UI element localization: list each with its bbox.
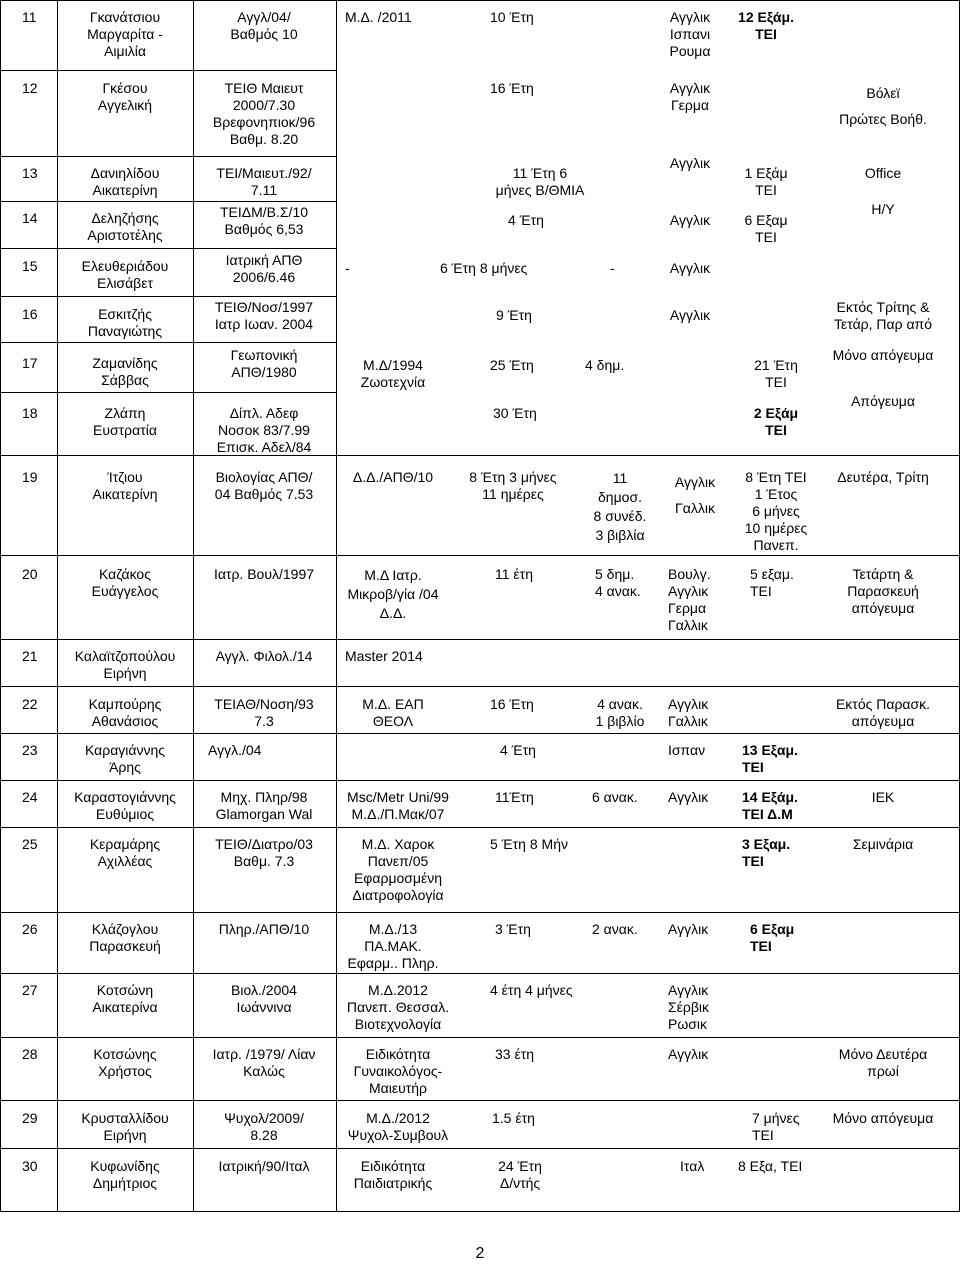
degree-cell: ΤΕΙΔΜ/Β.Σ/10 Βαθμός 6,53 — [219, 204, 309, 237]
languages-cell: Αγγλικ Γαλλικ — [668, 696, 709, 729]
degree-cell: Ιατρ. /1979/ Λίαν Καλώς — [212, 1046, 316, 1079]
postgrad-cell: Μ.Δ/1994 Ζωοτεχνία — [360, 357, 426, 390]
row-number: 17 — [22, 355, 38, 371]
languages-cell: Αγγλικ Ισπανι Ρουμα — [669, 9, 711, 59]
experience-cell: 11Έτη — [495, 789, 534, 805]
experience-cell: 11 έτη — [495, 566, 533, 582]
languages-cell: Αγγλικ — [669, 212, 711, 228]
row-number: 13 — [22, 165, 38, 181]
row-divider — [0, 1100, 960, 1101]
languages-cell: Αγγλικ Γερμα — [669, 80, 711, 113]
table-border — [0, 0, 1, 1212]
row-number: 20 — [22, 566, 38, 582]
staff-name: Κεραμάρης Αχιλλέας — [89, 836, 161, 869]
languages-cell: Αγγλικ — [668, 921, 709, 937]
availability-cell: Εκτός Τρίτης & Τετάρ, Παρ από — [833, 299, 933, 332]
page-number: 2 — [475, 1245, 485, 1262]
extra-cell: 4 ανακ. 1 βιβλίο — [595, 696, 645, 729]
staff-name: Δεληζήσης Αριστοτέλης — [87, 210, 163, 243]
languages-cell: Αγγλικ — [668, 1046, 709, 1062]
computer-cell: 7 μήνες ΤΕΙ — [752, 1110, 800, 1143]
staff-name: Καζάκος Ευάγγελος — [91, 566, 159, 599]
degree-cell: Γεωπονική ΑΠΘ/1980 — [230, 347, 298, 380]
postgrad-cell: Μ.Δ Ιατρ. Μικροβ/γία /04 Δ.Δ. — [347, 567, 439, 621]
row-divider — [0, 973, 960, 974]
availability-cell: Η/Υ — [871, 201, 895, 217]
experience-cell: 5 Έτη 8 Μήν — [490, 836, 568, 852]
row-number: 27 — [22, 982, 38, 998]
row-divider — [0, 156, 336, 157]
row-number: 22 — [22, 696, 38, 712]
postgrad-cell: Ειδικότητα Γυναικολόγος- Μαιευτήρ — [353, 1046, 443, 1096]
languages-cell: Αγγλικ — [669, 155, 711, 171]
postgrad-cell: Μ.Δ./2012 Ψυχολ-Συμβουλ — [347, 1110, 449, 1143]
degree-cell: ΤΕΙΘ/Διατρο/03 Βαθμ. 7.3 — [215, 836, 313, 869]
degree-cell: Μηχ. Πληρ/98 Glamorgan Wal — [215, 789, 313, 822]
table-border — [0, 0, 960, 1]
languages-cell: Αγγλικ — [669, 307, 711, 323]
degree-cell: ΤΕΙΘ Μαιευτ 2000/7.30 Βρεφονηπιοκ/96 Βαθμ. 8.20 — [212, 80, 316, 147]
row-divider — [0, 201, 336, 202]
degree-cell: Πληρ./ΑΠΘ/10 — [218, 921, 310, 937]
availability-cell: ΙΕΚ — [871, 789, 895, 805]
degree-cell: Ιατρική ΑΠΘ 2006/6.46 — [225, 252, 303, 285]
row-divider — [0, 686, 960, 687]
experience-cell: 33 έτη — [495, 1046, 535, 1062]
extra-cell: 2 ανακ. — [592, 921, 638, 937]
staff-name: Καμπούρης Αθανάσιος — [88, 696, 162, 729]
row-divider — [0, 1037, 960, 1038]
computer-cell: 6 Εξαμ ΤΕΙ — [750, 921, 795, 954]
degree-cell: Αγγλ/04/ Βαθμός 10 — [230, 9, 298, 42]
staff-name: Κρυσταλλίδου Ειρήνη — [81, 1110, 169, 1143]
row-divider — [0, 296, 336, 297]
row-divider — [0, 780, 960, 781]
degree-cell: ΤΕΙ/Μαιευτ./92/ 7.11 — [216, 165, 312, 198]
row-divider — [0, 827, 960, 828]
staff-name: Εσκιτζής Παναγιώτης — [87, 306, 163, 339]
availability-cell: Δευτέρα, Τρίτη — [837, 469, 929, 485]
row-number: 21 — [22, 648, 38, 664]
computer-cell: 21 Έτη ΤΕΙ — [754, 357, 798, 390]
computer-cell: 1 Εξάμ ΤΕΙ — [744, 165, 788, 198]
postgrad-cell: Μ.Δ. Χαροκ Πανεπ/05 Εφαρμοσμένη Διατροφολογία — [352, 836, 444, 903]
staff-name: Κοτσώνη Αικατερίνα — [92, 982, 158, 1015]
staff-name: Γκανάτσιου Μαργαρίτα - Αιμιλία — [87, 9, 163, 59]
postgrad-cell: Δ.Δ./ΑΠΘ/10 — [352, 469, 434, 485]
postgrad-cell: Ειδικότητα Παιδιατρικής — [353, 1158, 433, 1191]
languages-cell: Ιταλ — [680, 1158, 705, 1174]
row-number: 25 — [22, 836, 38, 852]
degree-cell: ΤΕΙΑΘ/Νοση/93 7.3 — [214, 696, 314, 729]
availability-cell: Βόλεϊ Πρώτες Βοήθ. — [839, 85, 927, 127]
degree-cell: Δίπλ. Αδεφ Νοσοκ 83/7.99 Επισκ. Αδελ/84 — [216, 405, 312, 455]
computer-cell: 14 Εξάμ. ΤΕΙ Δ.Μ — [742, 789, 798, 822]
staff-name: Γκέσου Αγγελική — [97, 80, 153, 113]
row-number: 23 — [22, 742, 38, 758]
extra-cell: 4 δημ. — [585, 357, 625, 373]
experience-cell: 1.5 έτη — [492, 1110, 535, 1126]
experience-cell: 3 Έτη — [495, 921, 531, 937]
experience-cell: 8 Έτη 3 μήνες 11 ημέρες — [469, 469, 557, 502]
row-number: 16 — [22, 306, 38, 322]
postgrad-cell: Μ.Δ./13 ΠΑ.ΜΑΚ. Εφαρμ.. Πληρ. — [347, 921, 439, 971]
row-number: 30 — [22, 1158, 38, 1174]
degree-cell: Ψυχολ/2009/ 8.28 — [224, 1110, 304, 1143]
computer-cell: 13 Εξαμ. ΤΕΙ — [742, 742, 798, 775]
row-number: 12 — [22, 80, 38, 96]
staff-name: Κλάζογλου Παρασκευή — [89, 921, 161, 954]
availability-cell: Τετάρτη & Παρασκευή απόγευμα — [847, 566, 919, 616]
languages-cell: Αγγλικ Σέρβικ Ρωσικ — [668, 982, 710, 1032]
extra-cell: 11 δημοσ. 8 συνέδ. 3 βιβλία — [593, 470, 647, 543]
computer-cell: 12 Εξάμ. ΤΕΙ — [738, 9, 794, 42]
postgrad-cell: Msc/Metr Uni/99 Μ.Δ./Π.Μακ/07 — [347, 789, 449, 822]
computer-cell: 8 Έτη ΤΕΙ 1 Έτος 6 μήνες 10 ημέρες Πανεπ. — [744, 469, 808, 553]
languages-cell: Αγγλικ — [668, 789, 709, 805]
languages-cell: Αγγλικ — [669, 260, 711, 276]
degree-cell: Ιατρ. Βουλ/1997 — [213, 566, 315, 582]
extra-cell: 6 ανακ. — [592, 789, 638, 805]
experience-cell: 16 Έτη — [490, 696, 534, 712]
languages-cell: Βουλγ. Αγγλικ Γερμα Γαλλικ — [668, 566, 711, 633]
extra-cell: 5 δημ. 4 ανακ. — [595, 566, 641, 599]
experience-cell: 11 Έτη 6 μήνες Β/ΘΜΙΑ — [495, 165, 585, 198]
experience-cell: 4 Έτη — [500, 742, 536, 758]
staff-name: Ίτζιου Αικατερίνη — [92, 469, 158, 502]
row-divider — [0, 248, 336, 249]
row-number: 14 — [22, 210, 38, 226]
staff-name: Κοτσώνης Χρήστος — [93, 1046, 157, 1079]
staff-name: Ελευθεριάδου Ελισάβετ — [81, 258, 169, 291]
staff-name: Καραγιάννης Άρης — [84, 742, 166, 775]
languages-cell: Αγγλικ Γαλλικ — [674, 474, 716, 516]
computer-cell: 5 εξαμ. ΤΕΙ — [750, 566, 794, 599]
row-number: 26 — [22, 921, 38, 937]
experience-cell: 30 Έτη — [493, 405, 537, 421]
computer-cell: 3 Εξαμ. ΤΕΙ — [742, 836, 791, 869]
row-divider — [0, 555, 960, 556]
availability-cell: Εκτός Παρασκ. απόγευμα — [835, 696, 931, 729]
postgrad-cell: Master 2014 — [345, 648, 423, 664]
postgrad-cell: Μ.Δ.2012 Πανεπ. Θεσσαλ. Βιοτεχνολογία — [346, 982, 450, 1032]
availability-cell: Office — [864, 165, 902, 181]
row-divider — [0, 733, 960, 734]
row-number: 29 — [22, 1110, 38, 1126]
row-divider — [0, 455, 960, 456]
staff-name: Καραστογιάννης Ευθύμιος — [74, 789, 176, 822]
row-number: 18 — [22, 405, 38, 421]
computer-cell: 6 Εξαμ ΤΕΙ — [744, 212, 788, 245]
availability-cell: Μόνο απόγευμα — [832, 1110, 934, 1126]
row-number: 11 — [22, 9, 37, 25]
row-divider — [0, 70, 336, 71]
column-divider — [336, 0, 337, 1212]
degree-cell: Βιολογίας ΑΠΘ/ 04 Βαθμός 7.53 — [214, 469, 314, 502]
column-divider — [57, 0, 58, 1212]
degree-cell: Αγγλ. Φιλολ./14 — [215, 648, 313, 664]
row-number: 15 — [22, 258, 38, 274]
row-divider — [0, 1148, 960, 1149]
degree-cell: Ιατρική/90/Ιταλ — [218, 1158, 310, 1174]
staff-name: Καλαϊτζοπούλου Ειρήνη — [74, 648, 176, 681]
experience-cell: 4 Έτη — [508, 212, 544, 228]
experience-cell: 6 Έτη 8 μήνες — [440, 260, 528, 276]
computer-cell: 8 Εξα, ΤΕΙ — [738, 1158, 803, 1174]
degree-cell: Αγγλ./04 — [208, 742, 262, 758]
computer-cell: 2 Εξάμ ΤΕΙ — [753, 405, 799, 438]
row-number: 24 — [22, 789, 38, 805]
experience-cell: 25 Έτη — [490, 357, 534, 373]
languages-cell: Ισπαν — [668, 742, 706, 758]
row-divider — [0, 639, 960, 640]
experience-cell: 24 Έτη Δ/ντής — [498, 1158, 542, 1191]
staff-name: Δανιηλίδου Αικατερίνη — [90, 165, 160, 198]
row-divider — [0, 342, 336, 343]
extra-cell: - — [610, 260, 615, 276]
experience-cell: 4 έτη 4 μήνες — [490, 982, 573, 998]
staff-name: Ζλάπη Ευστρατία — [93, 405, 157, 438]
degree-cell: Βιολ./2004 Ιωάννινα — [231, 982, 297, 1015]
column-divider — [193, 0, 194, 1212]
row-number: 19 — [22, 469, 38, 485]
postgrad-cell: Μ.Δ. /2011 — [345, 9, 412, 25]
postgrad-cell: Μ.Δ. ΕΑΠ ΘΕΟΛ — [362, 696, 424, 729]
staff-name: Ζαμανίδης Σάββας — [92, 355, 158, 388]
staff-name: Κυφωνίδης Δημήτριος — [90, 1158, 160, 1191]
postgrad-cell: - — [345, 260, 350, 276]
availability-cell: Σεμινάρια — [852, 836, 914, 852]
availability-cell: Απόγευμα — [851, 393, 915, 409]
experience-cell: 16 Έτη — [490, 80, 534, 96]
degree-cell: ΤΕΙΘ/Νοσ/1997 Ιατρ Ιωαν. 2004 — [214, 299, 314, 332]
row-divider — [0, 392, 336, 393]
table-border — [0, 1211, 960, 1212]
experience-cell: 10 Έτη — [490, 9, 534, 25]
experience-cell: 9 Έτη — [496, 307, 532, 323]
row-number: 28 — [22, 1046, 38, 1062]
availability-cell: Μόνο Δευτέρα πρωί — [838, 1046, 928, 1079]
row-divider — [0, 912, 960, 913]
availability-cell: Μόνο απόγευμα — [832, 347, 934, 363]
